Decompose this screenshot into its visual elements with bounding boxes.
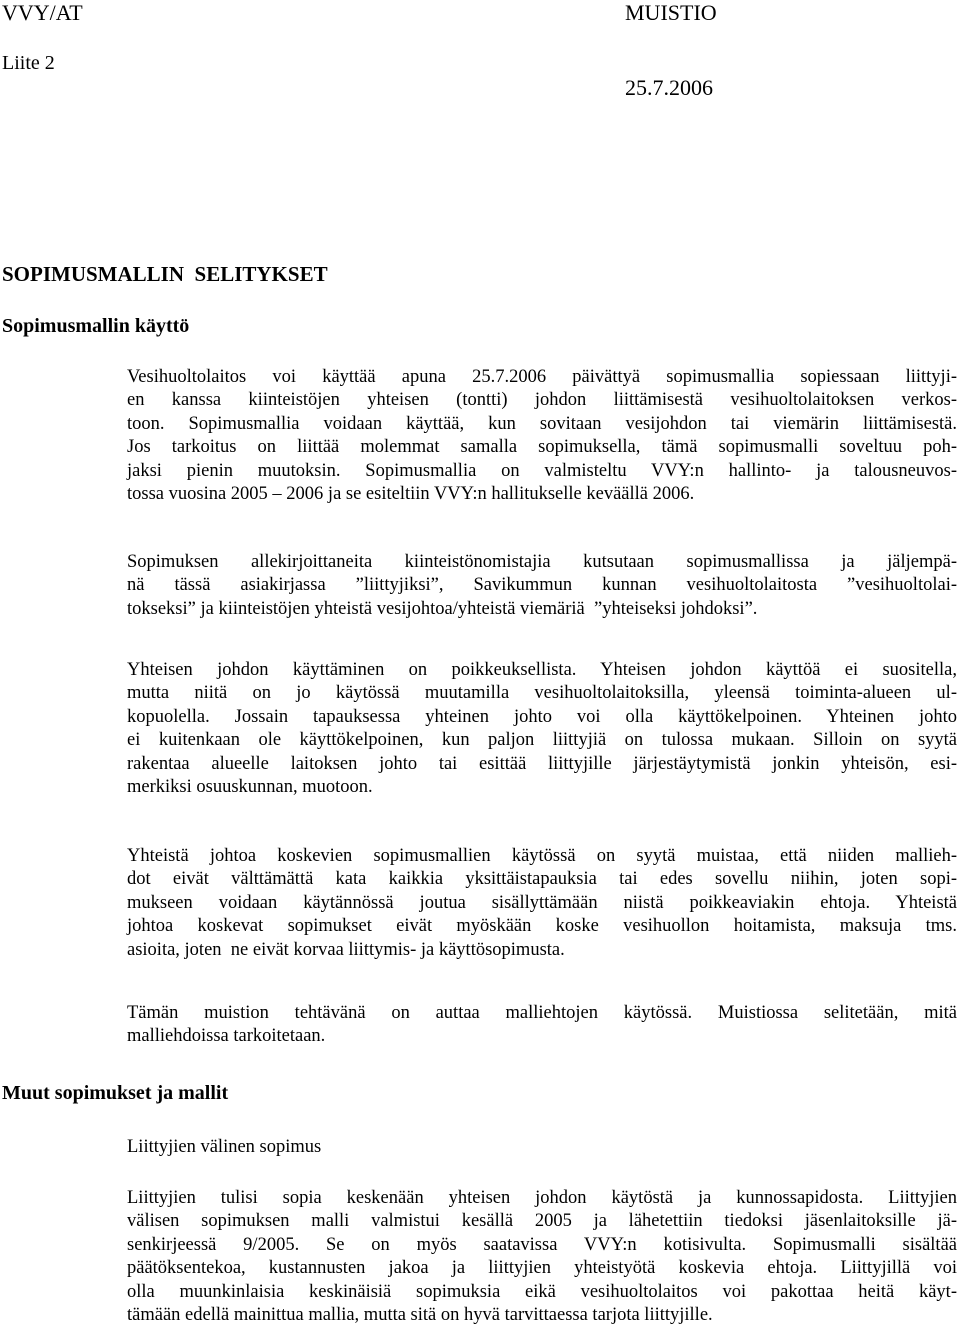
text-line: en kanssa kiinteistöjen yhteisen (tontti) johdon liittämisestä vesihuoltolaitoksen verkos-: [127, 390, 957, 411]
header-doc-type: MUISTIO: [625, 0, 717, 25]
text-line: Yhteistä johtoa koskevien sopimusmallien käytössä on syytä muistaa, että niiden mallieh-: [127, 846, 957, 866]
text-line: Vesihuoltolaitos voi käyttää apuna 25.7.2006 päivättyä sopimusmallia sopiessaan liittyji-: [127, 367, 957, 387]
text-line: olla muunkinlaisia keskinäisiä sopimuksia eikä vesihuoltolaitos voi pakottaa heitä käyt-: [127, 1281, 957, 1302]
text-line: dot eivät välttämättä kata kaikkia yksittäistapauksia tai edes sovellu niihin, joten sopi-: [127, 869, 957, 890]
text-line: jaksi pienin muutoksin. Sopimusmallia on valmisteltu VVY:n hallinto- ja talousneuvos-: [127, 460, 957, 481]
text-line: välisen sopimuksen malli valmistui kesällä 2005 ja lähetettiin tiedoksi jäsenlaitoksille jä-: [127, 1211, 957, 1232]
text-line: päätöksentekoa, kustannusten jakoa ja liittyjien yhteistyötä koskevia ehtoja. Liittyjillä voi: [127, 1258, 957, 1279]
section-heading-usage: Sopimusmallin käyttö: [2, 315, 190, 337]
text-line: ei kuitenkaan ole käyttökelpoinen, kun paljon liittyjiä on tulossa mukaan. Silloin on syytä: [127, 730, 957, 751]
header-attachment: Liite 2: [2, 52, 55, 74]
text-line: asioita, joten ne eivät korvaa liittymis- ja käyttösopimusta.: [127, 939, 565, 960]
section-heading-other-agreements: Muut sopimukset ja mallit: [2, 1082, 229, 1104]
text-line: toon. Sopimusmallia voidaan käyttää, kun sovitaan vesijohdon tai viemärin liittämisestä.: [127, 413, 957, 434]
paragraph-usage-intro: [127, 366, 957, 506]
text-line: tämään edellä mainittua mallia, mutta sitä on hyvä tarvittaessa tarjota liittyjille.: [127, 1305, 713, 1326]
text-line: Yhteisen johdon käyttäminen on poikkeuksellista. Yhteisen johdon käyttöä ei suositella,: [127, 660, 957, 680]
paragraph-model-terms: [127, 845, 957, 962]
subheading-joiners-agreement: Liittyjien välinen sopimus: [127, 1137, 322, 1157]
text-line: rakentaa alueelle laitoksen johto tai esittää liittyjille järjestäytymistä jonkin yhteisön, esi-: [127, 753, 957, 774]
text-line: tossa vuosina 2005 – 2006 ja se esiteltiin VVY:n hallitukselle keväällä 2006.: [127, 484, 695, 505]
header-org: VVY/AT: [2, 0, 83, 25]
text-line: senkirjeessä 9/2005. Se on myös saatavissa VVY:n kotisivulta. Sopimusmalli sisältää: [127, 1234, 957, 1255]
text-line: Jos tarkoitus on liittää molemmat samalla sopimuksella, tämä sopimusmalli soveltuu poh-: [127, 437, 957, 458]
paragraph-joiners-agreement: [127, 1187, 957, 1327]
paragraph-exceptional-use: [127, 659, 957, 799]
paragraph-definitions: [127, 551, 957, 621]
text-line: merkiksi osuuskunnan, muotoon.: [127, 777, 373, 798]
header-date: 25.7.2006: [625, 75, 713, 100]
text-line: mutta niitä on jo käytössä muutamilla vesihuoltolaitoksilla, yleensä toiminta-alueen ul-: [127, 683, 957, 704]
text-line: nä tässä asiakirjassa ”liittyjiksi”, Savikummun kunnan vesihuoltolaitosta ”vesihuoltolai-: [127, 575, 957, 596]
text-line: malliehdoissa tarkoitetaan.: [127, 1026, 326, 1047]
text-line: tokseksi” ja kiinteistöjen yhteistä vesijohtoa/yhteistä viemäriä ”yhteiseksi johdoksi”.: [127, 598, 758, 619]
text-line: mukseen voidaan käytännössä joutua sisällyttämään niistä poikkeaviakin ehtoja. Yhteistä: [127, 892, 957, 913]
paragraph-memo-purpose: [127, 1002, 957, 1049]
text-line: Sopimuksen allekirjoittaneita kiinteistönomistajia kutsutaan sopimusmallissa ja jäljempä-: [127, 552, 957, 572]
text-line: Tämän muistion tehtävänä on auttaa malliehtojen käytössä. Muistiossa selitetään, mitä: [127, 1003, 957, 1023]
text-line: kopuolella. Jossain tapauksessa yhteinen johto voi olla käyttökelpoinen. Yhteinen johto: [127, 706, 957, 727]
page-title: SOPIMUSMALLIN SELITYKSET: [2, 262, 328, 286]
text-line: johtoa koskevat sopimukset eivät myöskään koske vesihuollon hoitamista, maksuja tms.: [127, 916, 957, 937]
text-line: Liittyjien tulisi sopia keskenään yhteisen johdon käytöstä ja kunnossapidosta. Liittyjien: [127, 1188, 957, 1208]
